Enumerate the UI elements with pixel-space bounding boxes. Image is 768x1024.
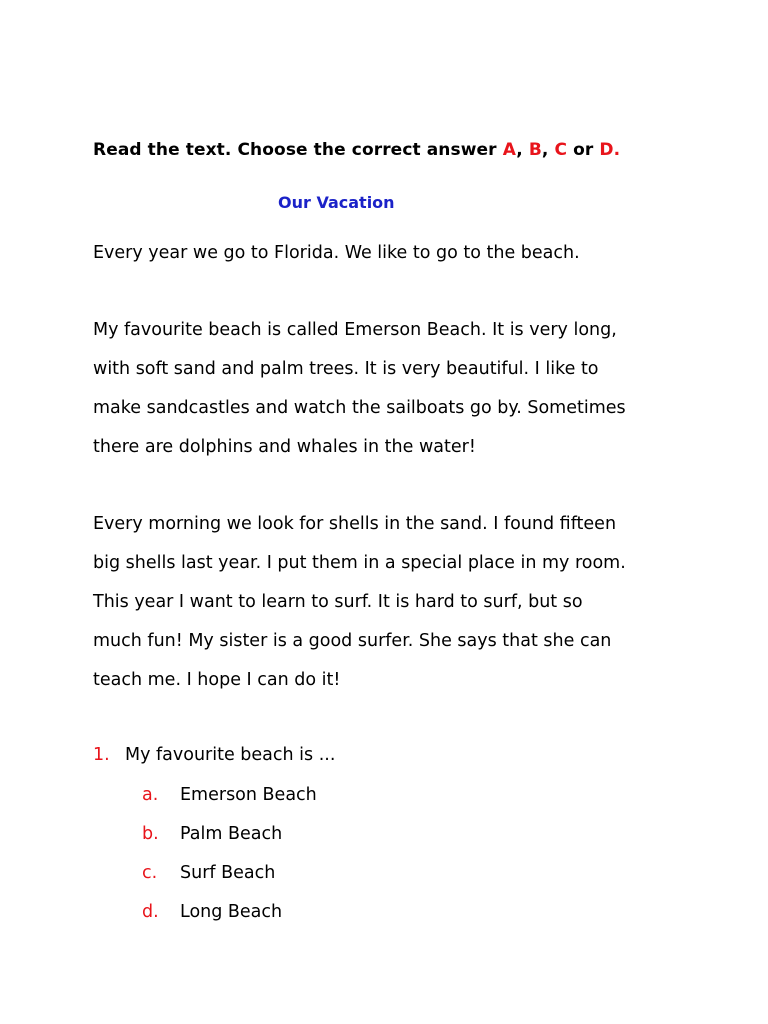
- paragraph-line: there are dolphins and whales in the water!: [93, 437, 476, 457]
- paragraph-line: with soft sand and palm trees. It is very beautiful. I like to: [93, 359, 599, 379]
- passage-title: Our Vacation: [278, 193, 395, 212]
- instruction-period: .: [613, 140, 621, 160]
- paragraph-line: My favourite beach is called Emerson Beach. It is very long,: [93, 320, 617, 340]
- option-letter: a.: [142, 785, 159, 805]
- paragraph-line: teach me. I hope I can do it!: [93, 670, 341, 690]
- paragraph-line: big shells last year. I put them in a special place in my room.: [93, 553, 626, 573]
- option-b[interactable]: [142, 824, 282, 844]
- paragraph-line: much fun! My sister is a good surfer. She says that she can: [93, 631, 612, 651]
- answer-letter-c: C: [554, 140, 568, 160]
- answer-letter-b: B: [528, 140, 542, 160]
- option-c[interactable]: [142, 863, 275, 883]
- answer-letter-d: D: [599, 140, 614, 160]
- question-text: My favourite beach is ...: [125, 745, 336, 765]
- option-text: Emerson Beach: [180, 785, 317, 805]
- paragraph-1: [93, 234, 693, 273]
- option-letter: b.: [142, 824, 159, 844]
- question-1: [93, 745, 335, 765]
- option-letter: c.: [142, 863, 158, 883]
- option-d[interactable]: [142, 902, 282, 922]
- option-text: Long Beach: [180, 902, 283, 922]
- answer-letter-a: A: [502, 140, 517, 160]
- instruction-text: Read the text. Choose the correct answer: [93, 140, 497, 160]
- option-text: Palm Beach: [180, 824, 283, 844]
- paragraph-line: Every morning we look for shells in the sand. I found fifteen: [93, 514, 617, 534]
- paragraph-line: Every year we go to Florida. We like to go to the beach.: [93, 243, 580, 263]
- paragraph-line: This year I want to learn to surf. It is hard to surf, but so: [93, 592, 583, 612]
- paragraph-3: [93, 505, 693, 700]
- instruction-line: [93, 140, 620, 160]
- instruction-or: or: [573, 140, 594, 160]
- instruction-comma-2: ,: [541, 140, 549, 160]
- option-letter: d.: [142, 902, 159, 922]
- paragraph-line: make sandcastles and watch the sailboats go by. Sometimes: [93, 398, 626, 418]
- option-text: Surf Beach: [180, 863, 276, 883]
- instruction-comma-1: ,: [516, 140, 523, 160]
- paragraph-2: [93, 311, 693, 467]
- question-number: 1.: [93, 745, 110, 765]
- option-a[interactable]: [142, 785, 317, 805]
